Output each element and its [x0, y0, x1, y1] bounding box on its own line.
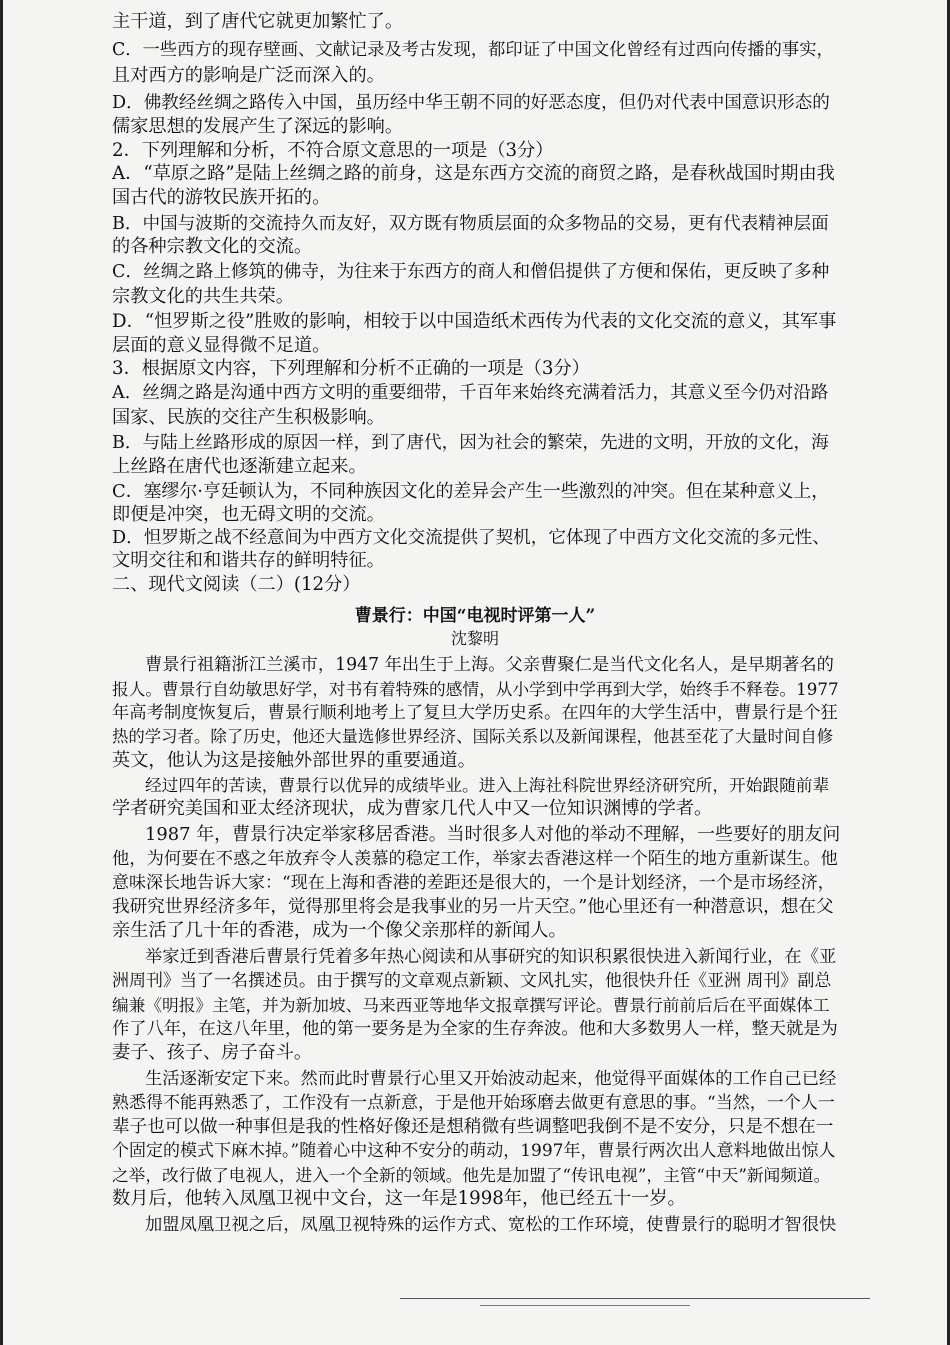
paragraph-line: 之举，改行做了电视人，进入一个全新的领域。他先是加盟了“传讯电视”，主管“中天”新闻频道。 — [112, 1165, 831, 1185]
paragraph-line: 亲生活了几十年的香港，成为一个像父亲那样的新闻人。 — [112, 920, 567, 941]
text-line: 层面的意义显得微不足道。 — [112, 335, 331, 356]
paragraph-line: 意味深长地告诉大家：“现在上海和香港的差距还是很大的，一个是计划经济，一个是市场经济， — [112, 873, 835, 893]
option-a-line: A．丝绸之路是沟通中西方文明的重要细带，千百年来始终充满着活力，其意义至今仍对沿路 — [112, 383, 829, 403]
section-heading: 二、现代文阅读（二）(12分） — [112, 574, 361, 595]
paragraph-line: 作了八年，在这八年里，他的第一要务是为全家的生存奔波。他和大多数男人一样，整天就是为 — [112, 1019, 838, 1039]
paragraph-line: 辈子也可以做一种事但是我的性格好像还是想稍微有些调整吧我倒不是不安分，只是不想在一 — [112, 1117, 834, 1137]
option-c-line: C．塞缪尔·亨廷顿认为，不同种族因文化的差异会产生一些激烈的冲突。但在某种意义上， — [112, 481, 830, 502]
paragraph-line: 1987 年，曹景行决定举家移居香港。当时很多人对他的举动不理解，一些要好的朋友问 — [145, 824, 841, 845]
option-d-line: D．佛教经丝绸之路传入中国，虽历经中华王朝不同的好恶态度，但仍对代表中国意识形态的 — [112, 93, 830, 113]
question-2: 2．下列理解和分析，不符合原文意思的一项是（3分） — [112, 140, 554, 161]
scan-artifact-line — [400, 1298, 870, 1299]
paragraph-line: 编兼《明报》主笔，并为新加坡、马来西亚等地华文报章撰写评论。曹景行前前后后在平面媒体工 — [112, 995, 830, 1015]
paragraph-line: 加盟凤凰卫视之后，凤凰卫视特殊的运作方式、宽松的工作环境，使曹景行的聪明才智很快 — [145, 1215, 837, 1235]
scan-edge-left — [0, 0, 3, 1345]
paragraph-line: 个固定的模式下麻木掉。”随着心中这种不安分的萌动，1997年，曹景行两次出人意料地做出惊人 — [112, 1141, 836, 1161]
text-line: 主干道，到了唐代它就更加繁忙了。 — [112, 11, 404, 32]
paragraph-line: 曹景行祖籍浙江兰溪市，1947 年出生于上海。父亲曹聚仁是当代文化名人，是早期著名的 — [145, 655, 834, 675]
paragraph-line: 经过四年的苦读，曹景行以优异的成绩毕业。进入上海社科院世界经济研究所，开始跟随前辈 — [145, 775, 830, 795]
article-author: 沈黎明 — [450, 629, 499, 648]
text-line: 国古代的游牧民族开拓的。 — [112, 187, 331, 208]
paragraph-line: 报人。曹景行自幼敏思好学，对书有着特殊的感情，从小学到中学再到大学，始终手不释卷。1977 — [112, 679, 839, 699]
scan-artifact-line — [480, 1305, 690, 1306]
paragraph-line: 我研究世界经济多年，觉得那里将会是我事业的另一片天空。”他心里还有一种潜意识，想在父 — [112, 897, 834, 917]
option-b-line: B．中国与波斯的交流持久而友好，双方既有物质层面的众多物品的交易，更有代表精神层面 — [112, 214, 829, 234]
paragraph-line: 学者研究美国和亚太经济现状，成为曹家几代人中又一位知识渊博的学者。 — [112, 798, 713, 819]
text-line: 文明交往和和谐共存的鲜明特征。 — [112, 550, 385, 571]
option-b-line: B．与陆上丝路形成的原因一样，到了唐代，因为社会的繁荣，先进的文明，开放的文化，海 — [112, 433, 829, 453]
paragraph-line: 热的学习者。除了历史，他还大量选修世界经济、国际关系以及新闻课程，他甚至花了大量时间自修 — [112, 727, 834, 746]
paragraph-line: 举家迁到香港后曹景行凭着多年热心阅读和从事研究的知识积累很快进入新闻行业，在《亚 — [145, 947, 837, 967]
article-title: 曹景行：中国“电视时评第一人” — [354, 606, 596, 626]
option-a-line: A．“草原之路”是陆上丝绸之路的前身，这是东西方交流的商贸之路，是春秋战国时期由我 — [112, 163, 835, 184]
paragraph-line: 数月后，他转入凤凰卫视中文台，这一年是1998年，他已经五十一岁。 — [112, 1188, 686, 1209]
option-c-line: C．丝绸之路上修筑的佛寺，为往来于东西方的商人和僧侣提供了方便和保佑，更反映了多种 — [112, 262, 830, 282]
text-line: 国家、民族的交往产生积极影响。 — [112, 407, 385, 428]
text-line: 上丝路在唐代也逐渐建立起来。 — [112, 456, 367, 477]
paragraph-line: 英文，他认为这是接触外部世界的重要通道。 — [112, 750, 476, 771]
paragraph-line: 洲周刊》当了一名撰述员。由于撰写的文章观点新颖、文风扎实，他很快升任《亚洲 周刊》副总 — [112, 971, 832, 991]
question-3: 3．根据原文内容，下列理解和分析不正确的一项是（3分） — [112, 358, 590, 379]
paragraph-line: 生活逐渐安定下来。然而此时曹景行心里又开始波动起来，他觉得平面媒体的工作自己已经 — [145, 1069, 837, 1089]
option-d-line: D．“怛罗斯之役”胜败的影响，相较于以中国造纸术西传为代表的文化交流的意义，其军事 — [112, 311, 837, 332]
paragraph-line: 妻子、孩子、房子奋斗。 — [112, 1042, 313, 1063]
text-line: 的各种宗教文化的交流。 — [112, 236, 313, 257]
text-line: 儒家思想的发展产生了深远的影响。 — [112, 116, 404, 137]
paragraph-line: 他，为何要在不惑之年放弃令人羡慕的稳定工作，举家去香港这样一个陌生的地方重新谋生。他 — [112, 849, 838, 869]
text-line: 即便是冲突，也无碍文明的交流。 — [112, 504, 385, 525]
text-line: 宗教文化的共生共荣。 — [112, 286, 294, 307]
paragraph-line: 熟悉得不能再熟悉了，工作没有一点新意，于是他开始琢磨去做更有意思的事。“当然，一个人一 — [112, 1093, 835, 1113]
paragraph-line: 年高考制度恢复后，曹景行顺利地考上了复旦大学历史系。在四年的大学生活中，曹景行是个狂 — [112, 703, 838, 723]
text-line: 且对西方的影响是广泛而深入的。 — [112, 65, 385, 86]
option-c-line: C．一些西方的现存壁画、文献记录及考古发现，都印证了中国文化曾经有过西向传播的事实， — [112, 40, 834, 60]
option-d-line: D．怛罗斯之战不经意间为中西方文化交流提供了契机，它体现了中西方文化交流的多元性、 — [112, 528, 830, 548]
